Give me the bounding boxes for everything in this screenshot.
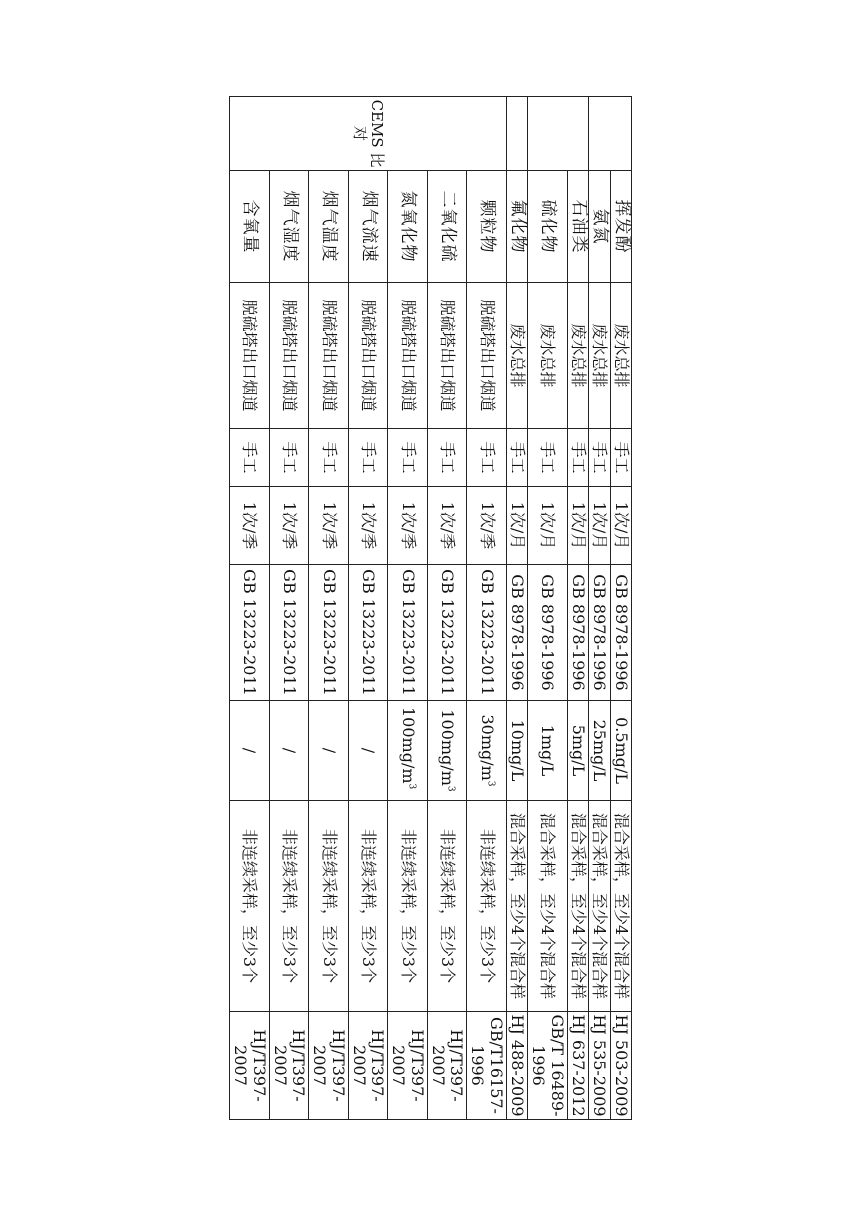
freq-cell: 1次/季 [427, 487, 467, 565]
mode-cell: 手工 [427, 429, 467, 487]
limit-cell: / [230, 701, 270, 801]
mode-cell: 手工 [610, 429, 631, 487]
limit-cell: 10mg/L [506, 701, 527, 801]
freq-cell: 1次/季 [348, 487, 388, 565]
item-cell: 二氧化硫 [427, 171, 467, 283]
standard-cell: GB 13223-2011 [388, 565, 428, 701]
sampling-cell: 混合采样，至少4个混合样 [506, 801, 527, 1012]
item-cell: 氨氮 [589, 171, 610, 283]
standard-cell: GB 13223-2011 [427, 565, 467, 701]
limit-cell [467, 701, 507, 801]
standard-cell: GB 13223-2011 [230, 565, 270, 701]
method-cell: HJ/T397-2007 [269, 1012, 309, 1120]
method-cell: HJ/T397-2007 [348, 1012, 388, 1120]
item-cell: 氮氧化物 [388, 171, 428, 283]
limit-cell: 5mg/L [567, 701, 588, 801]
item-cell: 含氧量 [230, 171, 270, 283]
mode-cell: 手工 [348, 429, 388, 487]
standard-cell: GB 13223-2011 [269, 565, 309, 701]
point-cell: 脱硫塔出口烟道 [309, 283, 349, 429]
sampling-cell: 混合采样，至少4个混合样 [528, 801, 568, 1012]
freq-cell: 1次/月 [506, 487, 527, 565]
point-cell: 废水总排 [506, 283, 527, 429]
table-row [589, 97, 610, 1120]
item-cell: 烟气流速 [348, 171, 388, 283]
table-row [610, 97, 631, 1120]
limit-cell [388, 701, 428, 801]
limit-cell: / [309, 701, 349, 801]
standard-cell: GB 8978-1996 [567, 565, 588, 701]
mode-cell: 手工 [589, 429, 610, 487]
table-row [467, 97, 507, 1120]
point-cell: 脱硫塔出口烟道 [467, 283, 507, 429]
limit-cell: 25mg/L [589, 701, 610, 801]
freq-cell: 1次/季 [309, 487, 349, 565]
mode-cell: 手工 [269, 429, 309, 487]
mode-cell: 手工 [309, 429, 349, 487]
mode-cell: 手工 [567, 429, 588, 487]
item-cell: 烟气湿度 [269, 171, 309, 283]
sampling-cell: 混合采样，至少4个混合样 [567, 801, 588, 1012]
method-cell: HJ 488-2009 [506, 1012, 527, 1120]
standard-cell: GB 8978-1996 [589, 565, 610, 701]
table-row [506, 97, 527, 1120]
point-cell: 废水总排 [589, 283, 610, 429]
sampling-cell: 非连续采样，至少3个 [348, 801, 388, 1012]
method-cell: HJ/T397-2007 [309, 1012, 349, 1120]
table-row [528, 97, 568, 1120]
method-cell: GB/T16157-1996 [467, 1012, 507, 1120]
point-cell: 脱硫塔出口烟道 [269, 283, 309, 429]
point-cell: 废水总排 [610, 283, 631, 429]
freq-cell: 1次/月 [567, 487, 588, 565]
mode-cell: 手工 [506, 429, 527, 487]
point-cell: 脱硫塔出口烟道 [427, 283, 467, 429]
freq-cell: 1次/季 [388, 487, 428, 565]
point-cell: 废水总排 [528, 283, 568, 429]
mode-cell: 手工 [467, 429, 507, 487]
sampling-cell: 非连续采样，至少3个 [427, 801, 467, 1012]
method-cell: HJ 503-2009 [610, 1012, 631, 1120]
limit-cell [427, 701, 467, 801]
method-cell: HJ/T397-2007 [388, 1012, 428, 1120]
freq-cell: 1次/月 [528, 487, 568, 565]
method-cell: HJ 535-2009 [589, 1012, 610, 1120]
table-row [348, 97, 388, 1120]
sampling-cell: 非连续采样，至少3个 [230, 801, 270, 1012]
point-cell: 废水总排 [567, 283, 588, 429]
standard-cell: GB 13223-2011 [309, 565, 349, 701]
point-cell: 脱硫塔出口烟道 [348, 283, 388, 429]
standard-cell: GB 8978-1996 [528, 565, 568, 701]
limit-value: 100mg/m [438, 709, 458, 786]
limit-superscript: 3 [445, 785, 456, 792]
limit-cell: 0.5mg/L [610, 701, 631, 801]
limit-cell: 1mg/L [528, 701, 568, 801]
cems-group-cell: CEMS 比对 [230, 97, 507, 171]
table-row [269, 97, 309, 1120]
item-cell: 挥发酚 [610, 171, 631, 283]
freq-cell: 1次/季 [467, 487, 507, 565]
limit-superscript: 3 [484, 780, 495, 787]
method-cell: HJ 637-2012 [567, 1012, 588, 1120]
table-row [230, 97, 270, 1120]
group-cell-empty-2 [528, 97, 589, 171]
rotated-table-wrapper [229, 96, 632, 1119]
freq-cell: 1次/季 [230, 487, 270, 565]
item-cell: 石油类 [567, 171, 588, 283]
group-cell-empty-3 [506, 97, 527, 171]
limit-value: 30mg/m [477, 714, 497, 781]
standard-cell: GB 13223-2011 [348, 565, 388, 701]
method-cell: HJ/T397-2007 [230, 1012, 270, 1120]
standard-cell: GB 8978-1996 [610, 565, 631, 701]
point-cell: 脱硫塔出口烟道 [230, 283, 270, 429]
mode-cell: 手工 [528, 429, 568, 487]
sampling-cell: 非连续采样，至少3个 [269, 801, 309, 1012]
sampling-cell: 非连续采样，至少3个 [388, 801, 428, 1012]
table-row [567, 97, 588, 1120]
item-cell: 氟化物 [506, 171, 527, 283]
sampling-cell: 混合采样，至少4个混合样 [589, 801, 610, 1012]
table-row [309, 97, 349, 1120]
limit-cell: / [269, 701, 309, 801]
table-row [388, 97, 428, 1120]
freq-cell: 1次/月 [589, 487, 610, 565]
limit-value: 100mg/m [398, 707, 418, 784]
item-cell: 颗粒物 [467, 171, 507, 283]
monitoring-table [229, 96, 632, 1120]
freq-cell: 1次/季 [269, 487, 309, 565]
standard-cell: GB 8978-1996 [506, 565, 527, 701]
item-cell: 硫化物 [528, 171, 568, 283]
group-cell-empty-1 [589, 97, 632, 171]
freq-cell: 1次/月 [610, 487, 631, 565]
limit-superscript: 3 [405, 783, 416, 790]
mode-cell: 手工 [388, 429, 428, 487]
standard-cell: GB 13223-2011 [467, 565, 507, 701]
sampling-cell: 非连续采样，至少3个 [467, 801, 507, 1012]
method-cell: GB/T 16489-1996 [528, 1012, 568, 1120]
item-cell: 烟气温度 [309, 171, 349, 283]
mode-cell: 手工 [230, 429, 270, 487]
limit-cell: / [348, 701, 388, 801]
sampling-cell: 混合采样，至少4个混合样 [610, 801, 631, 1012]
sampling-cell: 非连续采样，至少3个 [309, 801, 349, 1012]
method-cell: HJ/T397-2007 [427, 1012, 467, 1120]
table-row [427, 97, 467, 1120]
point-cell: 脱硫塔出口烟道 [388, 283, 428, 429]
